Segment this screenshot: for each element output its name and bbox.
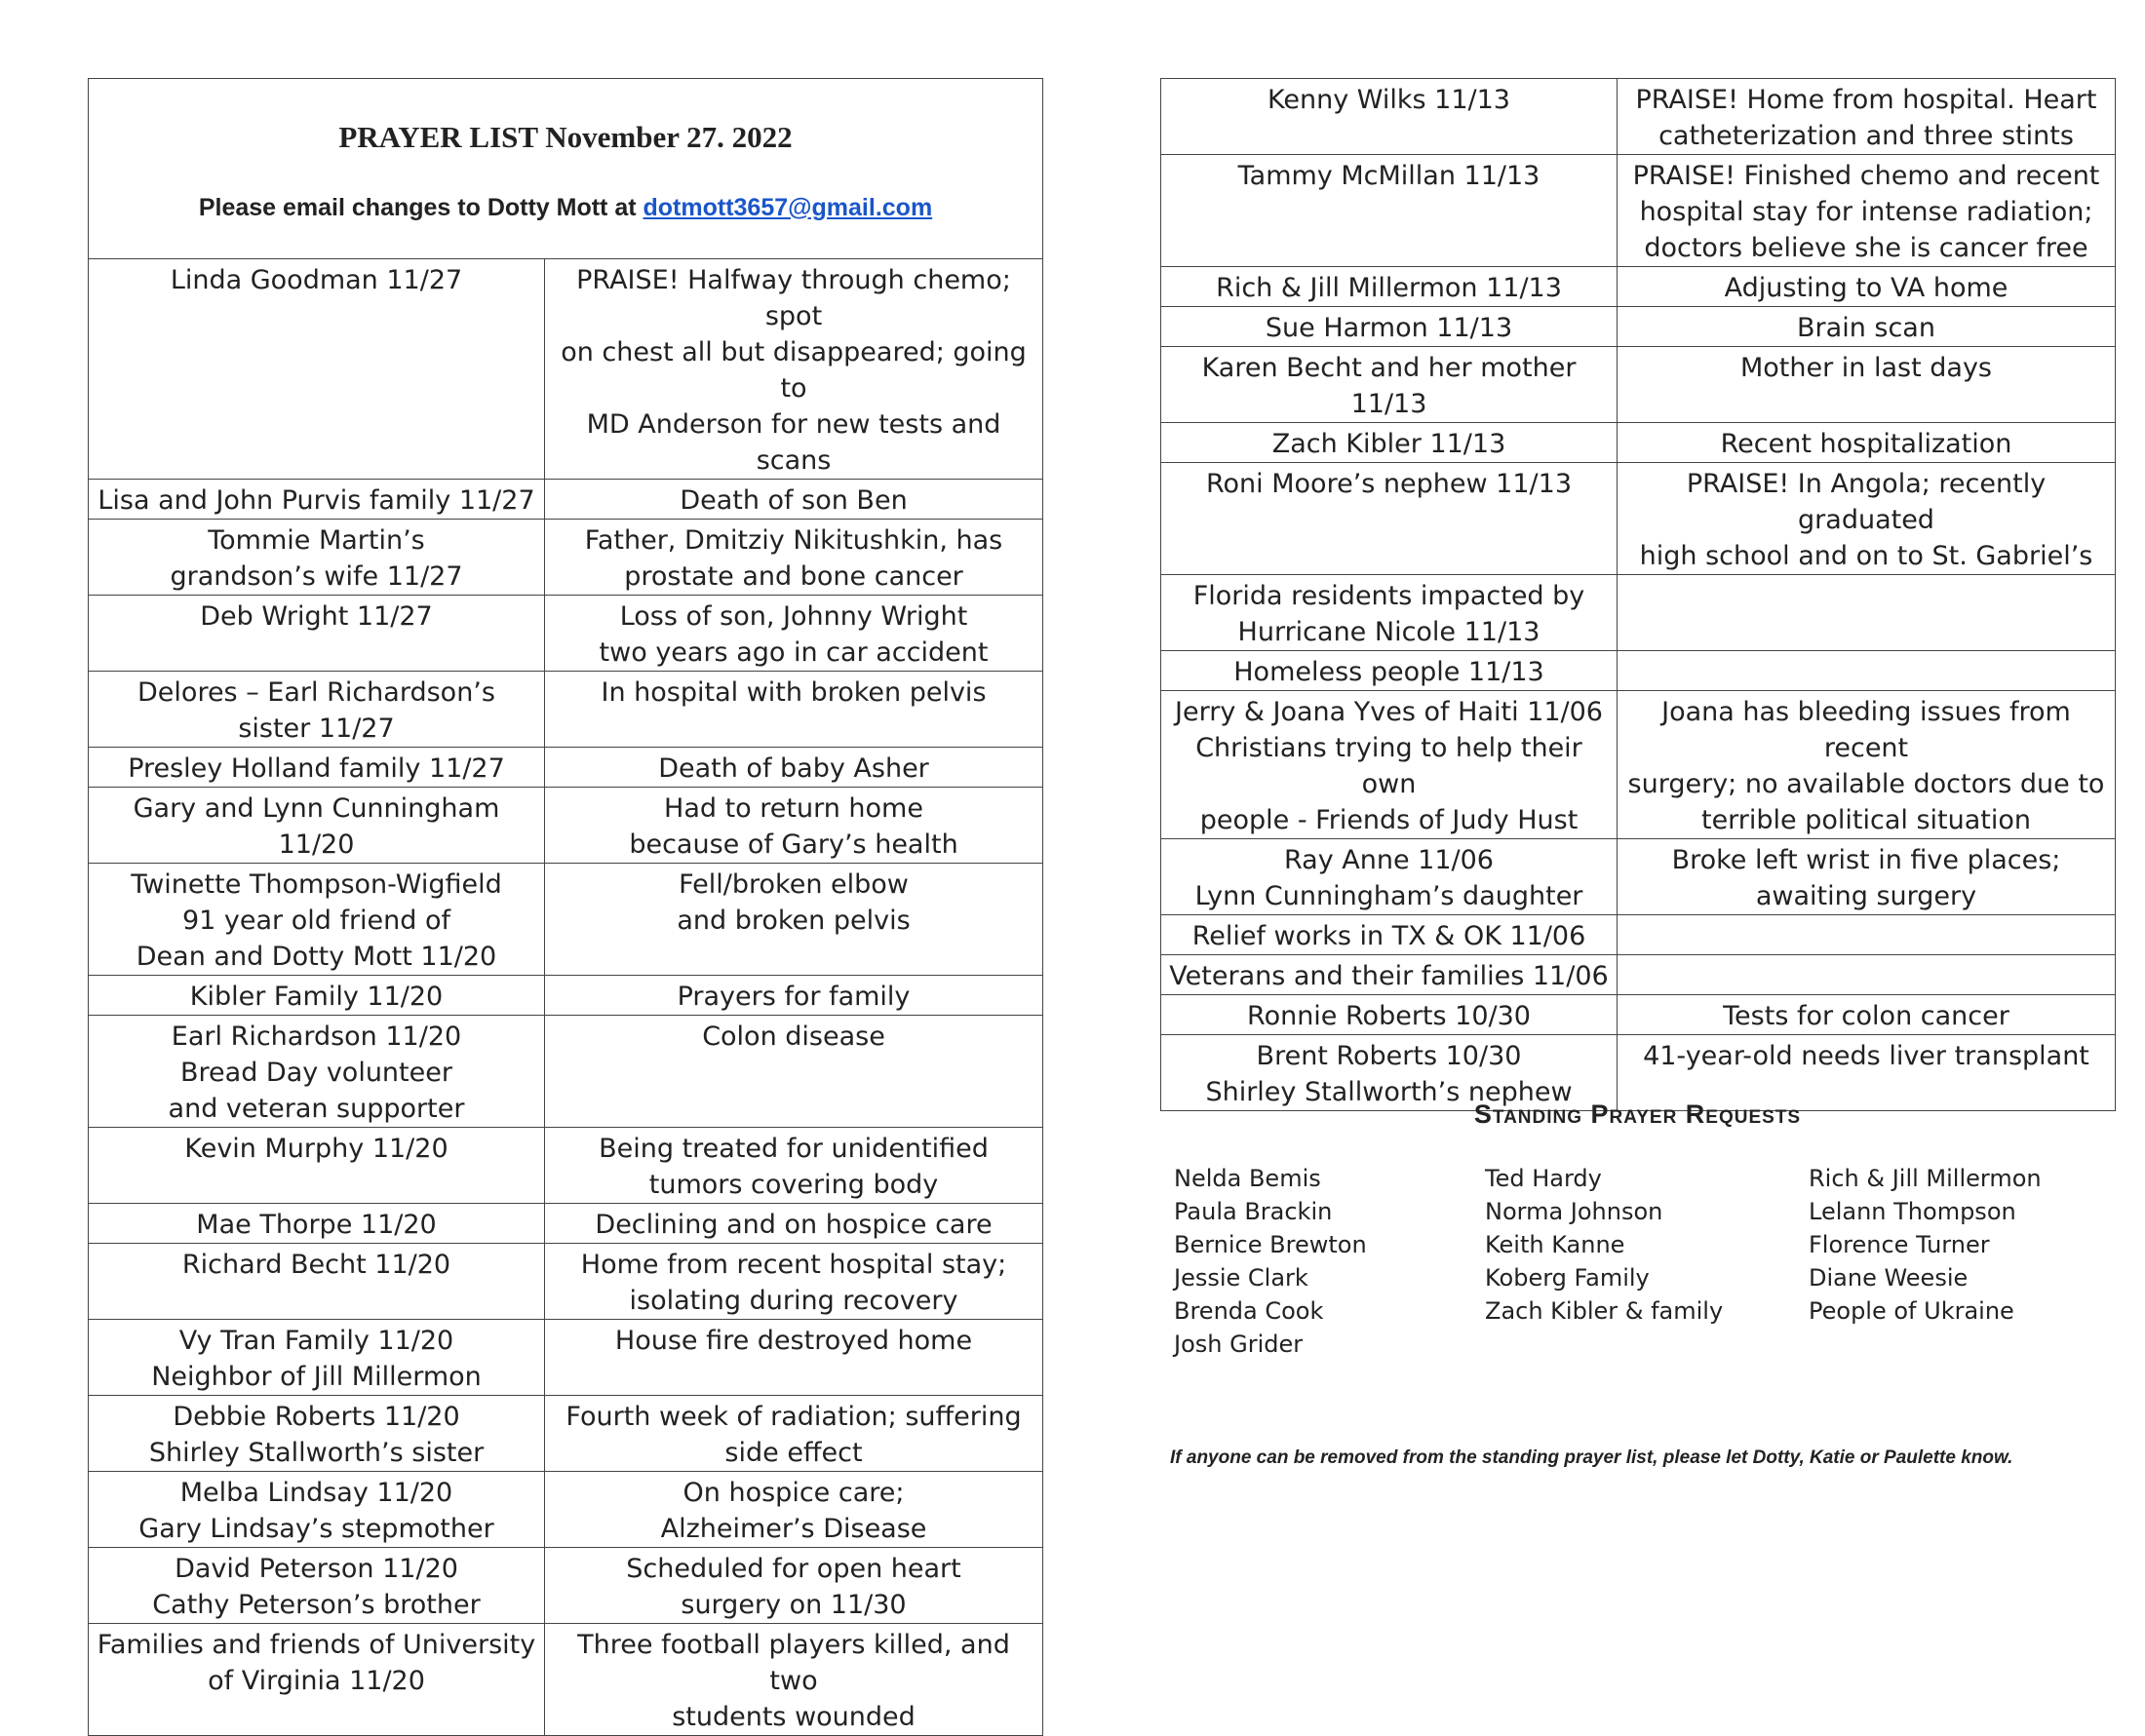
- standing-list-item: Ted Hardy: [1485, 1165, 1602, 1192]
- prayer-row: [1161, 79, 2116, 155]
- prayer-name-cell: Twinette Thompson-Wigfield 91 year old friend of Dean and Dotty Mott 11/20: [89, 864, 545, 976]
- prayer-row: [89, 520, 1043, 596]
- email-link[interactable]: dotmott3657@gmail.com: [643, 194, 933, 221]
- prayer-request-cell: Had to return home because of Gary’s health: [545, 788, 1043, 864]
- prayer-request-cell: Colon disease: [545, 1016, 1043, 1128]
- prayer-name-cell: Presley Holland family 11/27: [89, 748, 545, 788]
- prayer-name-cell: Zach Kibler 11/13: [1161, 423, 1618, 463]
- prayer-name-cell: Delores – Earl Richardson’s sister 11/27: [89, 672, 545, 748]
- prayer-name-cell: Ronnie Roberts 10/30: [1161, 995, 1618, 1035]
- prayer-name-cell: Florida residents impacted by Hurricane Nicole 11/13: [1161, 575, 1618, 651]
- prayer-name-cell: Linda Goodman 11/27: [89, 259, 545, 480]
- prayer-request-cell: Fourth week of radiation; suffering side effect: [545, 1396, 1043, 1472]
- prayer-request-cell: [1618, 915, 2116, 955]
- prayer-row: [89, 672, 1043, 748]
- prayer-row: [1161, 955, 2116, 995]
- prayer-request-cell: Home from recent hospital stay; isolating during recovery: [545, 1244, 1043, 1320]
- prayer-name-cell: Kenny Wilks 11/13: [1161, 79, 1618, 155]
- prayer-name-cell: Homeless people 11/13: [1161, 651, 1618, 691]
- standing-list-item: Josh Grider: [1174, 1331, 1304, 1358]
- prayer-name-cell: Relief works in TX & OK 11/06: [1161, 915, 1618, 955]
- header-row: [89, 79, 1043, 259]
- standing-list-item: Zach Kibler & family: [1485, 1297, 1724, 1325]
- prayer-name-cell: Lisa and John Purvis family 11/27: [89, 480, 545, 520]
- prayer-request-cell: PRAISE! Finished chemo and recent hospital stay for intense radiation; doctors believe she is cancer free: [1618, 155, 2116, 267]
- prayer-request-cell: [1618, 651, 2116, 691]
- prayer-list-table-left: [88, 78, 1043, 1736]
- prayer-row: [1161, 307, 2116, 347]
- standing-list-item: Bernice Brewton: [1174, 1231, 1367, 1258]
- prayer-row: [89, 864, 1043, 976]
- prayer-request-cell: PRAISE! In Angola; recently graduated high school and on to St. Gabriel’s: [1618, 463, 2116, 575]
- prayer-name-cell: Vy Tran Family 11/20 Neighbor of Jill Millermon: [89, 1320, 545, 1396]
- prayer-row: [1161, 995, 2116, 1035]
- prayer-request-cell: Scheduled for open heart surgery on 11/30: [545, 1548, 1043, 1624]
- prayer-row: [89, 1320, 1043, 1396]
- prayer-name-cell: Melba Lindsay 11/20 Gary Lindsay’s stepmother: [89, 1472, 545, 1548]
- prayer-row: [1161, 651, 2116, 691]
- page-title: PRAYER LIST November 27. 2022: [338, 120, 793, 154]
- prayer-name-cell: Richard Becht 11/20: [89, 1244, 545, 1320]
- prayer-row: [1161, 691, 2116, 839]
- prayer-row: [89, 1548, 1043, 1624]
- prayer-name-cell: Deb Wright 11/27: [89, 596, 545, 672]
- prayer-request-cell: Mother in last days: [1618, 347, 2116, 423]
- prayer-request-cell: 41-year-old needs liver transplant: [1618, 1035, 2116, 1111]
- standing-list-item: Norma Johnson: [1485, 1198, 1663, 1225]
- prayer-request-cell: Declining and on hospice care: [545, 1204, 1043, 1244]
- prayer-name-cell: Ray Anne 11/06 Lynn Cunningham’s daughter: [1161, 839, 1618, 915]
- prayer-name-cell: Karen Becht and her mother 11/13: [1161, 347, 1618, 423]
- prayer-row: [1161, 839, 2116, 915]
- prayer-row: [89, 1472, 1043, 1548]
- prayer-name-cell: Earl Richardson 11/20 Bread Day volunteer and veteran supporter: [89, 1016, 545, 1128]
- prayer-request-cell: [1618, 955, 2116, 995]
- standing-list-item: Koberg Family: [1485, 1264, 1650, 1292]
- prayer-row: [89, 976, 1043, 1016]
- prayer-request-cell: Being treated for unidentified tumors covering body: [545, 1128, 1043, 1204]
- prayer-row: [1161, 575, 2116, 651]
- prayer-row: [1161, 347, 2116, 423]
- standing-list-item: Diane Weesie: [1809, 1264, 1969, 1292]
- prayer-request-cell: [1618, 575, 2116, 651]
- prayer-row: [89, 596, 1043, 672]
- prayer-name-cell: Kibler Family 11/20: [89, 976, 545, 1016]
- prayer-name-cell: Debbie Roberts 11/20 Shirley Stallworth’s sister: [89, 1396, 545, 1472]
- prayer-name-cell: David Peterson 11/20 Cathy Peterson’s brother: [89, 1548, 545, 1624]
- prayer-request-cell: Loss of son, Johnny Wright two years ago in car accident: [545, 596, 1043, 672]
- prayer-name-cell: Rich & Jill Millermon 11/13: [1161, 267, 1618, 307]
- prayer-name-cell: Kevin Murphy 11/20: [89, 1128, 545, 1204]
- prayer-name-cell: Jerry & Joana Yves of Haiti 11/06 Christians trying to help their own people - Friends of Judy Hust: [1161, 691, 1618, 839]
- prayer-row: [1161, 463, 2116, 575]
- prayer-list-table-right: [1160, 78, 2116, 1111]
- email-instruction: [95, 193, 1036, 222]
- standing-list-item: Paula Brackin: [1174, 1198, 1333, 1225]
- email-instruction-text: Please email changes to Dotty Mott at: [198, 194, 644, 221]
- header-cell: [89, 79, 1043, 259]
- prayer-request-cell: On hospice care; Alzheimer’s Disease: [545, 1472, 1043, 1548]
- prayer-request-cell: House fire destroyed home: [545, 1320, 1043, 1396]
- standing-list-column-1: [1174, 1162, 1367, 1361]
- prayer-request-cell: Recent hospitalization: [1618, 423, 2116, 463]
- prayer-request-cell: Prayers for family: [545, 976, 1043, 1016]
- standing-requests-heading: Standing Prayer Requests: [1473, 1099, 1802, 1129]
- prayer-request-cell: Fell/broken elbow and broken pelvis: [545, 864, 1043, 976]
- prayer-name-cell: Mae Thorpe 11/20: [89, 1204, 545, 1244]
- prayer-row: [89, 1244, 1043, 1320]
- prayer-row: [89, 1128, 1043, 1204]
- prayer-name-cell: Brent Roberts 10/30 Shirley Stallworth’s nephew: [1161, 1035, 1618, 1111]
- standing-list-item: Brenda Cook: [1174, 1297, 1324, 1325]
- prayer-name-cell: Roni Moore’s nephew 11/13: [1161, 463, 1618, 575]
- prayer-request-cell: Father, Dmitziy Nikitushkin, has prostate and bone cancer: [545, 520, 1043, 596]
- prayer-request-cell: Broke left wrist in five places; awaiting surgery: [1618, 839, 2116, 915]
- prayer-request-cell: In hospital with broken pelvis: [545, 672, 1043, 748]
- prayer-row: [89, 1016, 1043, 1128]
- prayer-row: [89, 480, 1043, 520]
- standing-list-column-3: [1809, 1162, 2042, 1328]
- prayer-request-cell: Death of baby Asher: [545, 748, 1043, 788]
- prayer-request-cell: Tests for colon cancer: [1618, 995, 2116, 1035]
- prayer-row: [89, 1204, 1043, 1244]
- prayer-request-cell: PRAISE! Halfway through chemo; spot on chest all but disappeared; going to MD Anderson for new tests and scans: [545, 259, 1043, 480]
- prayer-row: [1161, 267, 2116, 307]
- prayer-request-cell: Brain scan: [1618, 307, 2116, 347]
- prayer-row: [1161, 915, 2116, 955]
- standing-list-item: People of Ukraine: [1809, 1297, 2014, 1325]
- standing-list-item: Rich & Jill Millermon: [1809, 1165, 2042, 1192]
- prayer-row: [1161, 423, 2116, 463]
- standing-list-note: If anyone can be removed from the standing prayer list, please let Dotty, Katie or Paulette know.: [1170, 1447, 2013, 1468]
- prayer-name-cell: Families and friends of University of Virginia 11/20: [89, 1624, 545, 1736]
- standing-list-item: Keith Kanne: [1485, 1231, 1625, 1258]
- standing-list-item: Florence Turner: [1809, 1231, 1990, 1258]
- standing-list-column-2: [1485, 1162, 1723, 1328]
- standing-list-item: Lelann Thompson: [1809, 1198, 2016, 1225]
- prayer-request-cell: Three football players killed, and two students wounded: [545, 1624, 1043, 1736]
- prayer-row: [89, 1396, 1043, 1472]
- prayer-request-cell: Death of son Ben: [545, 480, 1043, 520]
- prayer-row: [89, 788, 1043, 864]
- prayer-name-cell: Tommie Martin’s grandson’s wife 11/27: [89, 520, 545, 596]
- standing-list-item: Nelda Bemis: [1174, 1165, 1321, 1192]
- prayer-name-cell: Gary and Lynn Cunningham 11/20: [89, 788, 545, 864]
- prayer-row: [1161, 155, 2116, 267]
- prayer-row: [89, 748, 1043, 788]
- prayer-row: [89, 259, 1043, 480]
- prayer-row: [89, 1624, 1043, 1736]
- prayer-name-cell: Tammy McMillan 11/13: [1161, 155, 1618, 267]
- standing-list-item: Jessie Clark: [1174, 1264, 1308, 1292]
- prayer-name-cell: Veterans and their families 11/06: [1161, 955, 1618, 995]
- prayer-request-cell: PRAISE! Home from hospital. Heart catheterization and three stints: [1618, 79, 2116, 155]
- prayer-request-cell: Adjusting to VA home: [1618, 267, 2116, 307]
- prayer-name-cell: Sue Harmon 11/13: [1161, 307, 1618, 347]
- prayer-request-cell: Joana has bleeding issues from recent surgery; no available doctors due to terrible political situation: [1618, 691, 2116, 839]
